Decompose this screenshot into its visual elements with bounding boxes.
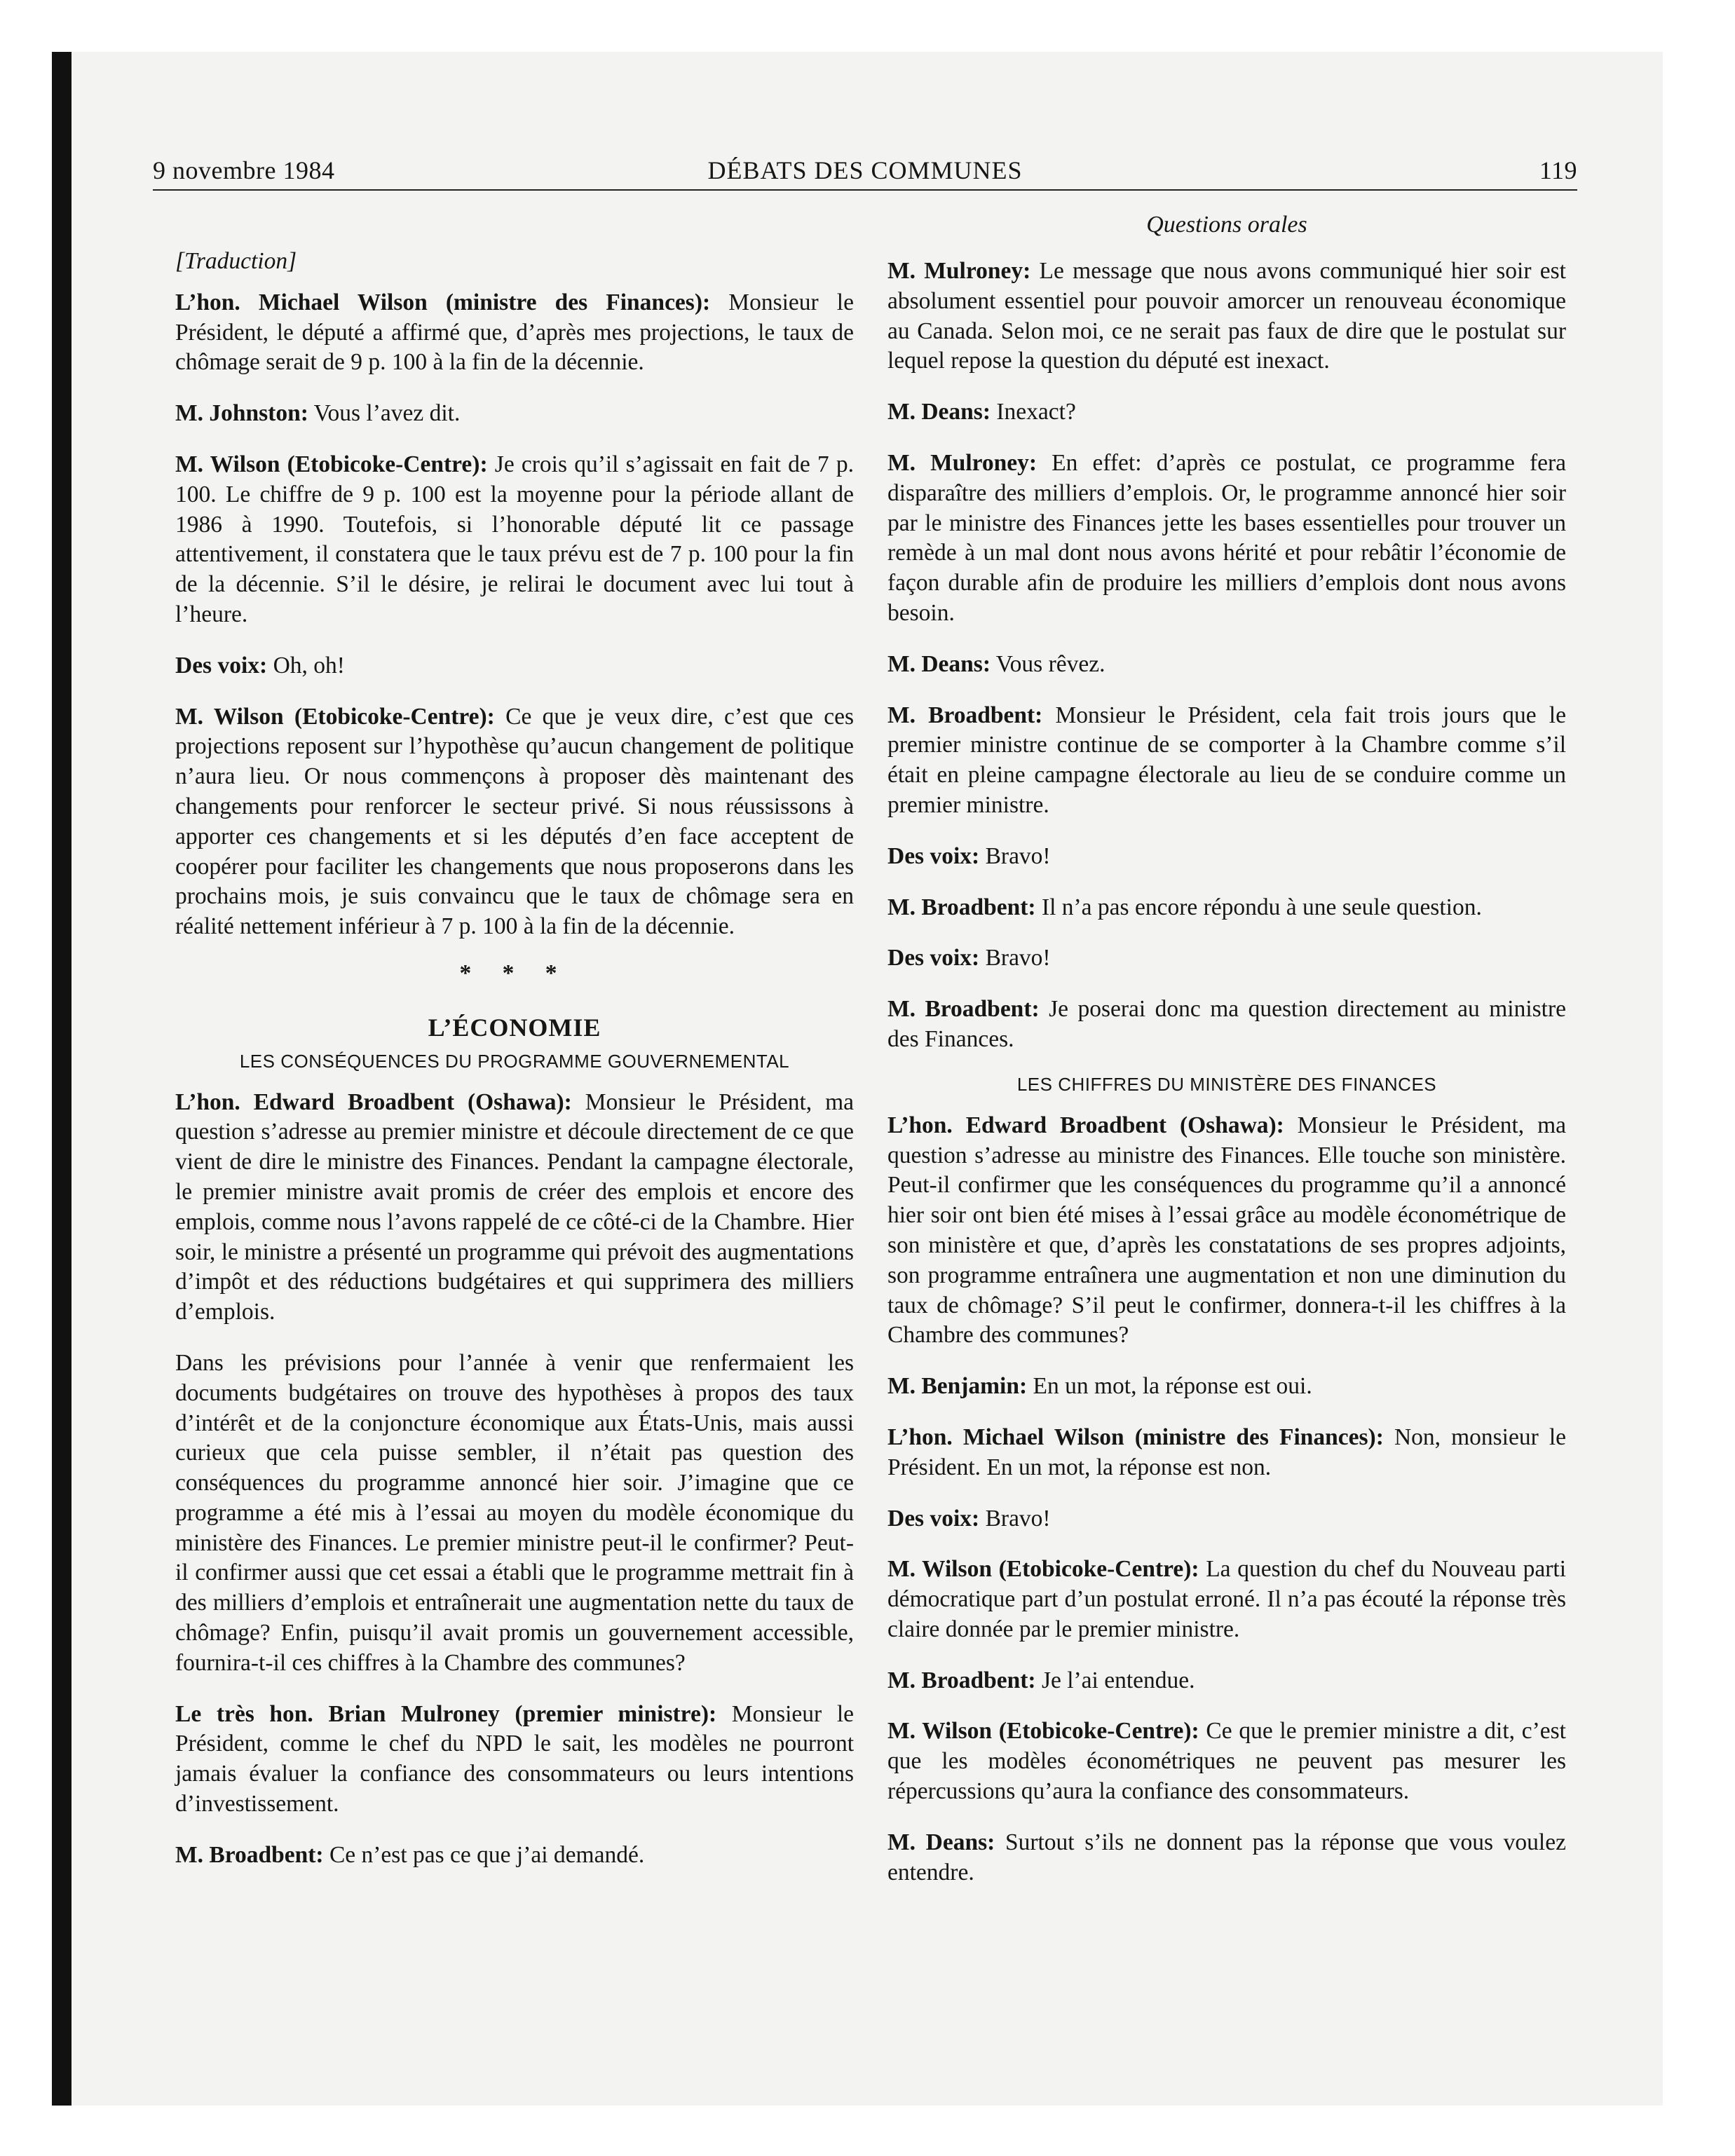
speech: Oh, oh!	[267, 652, 345, 678]
paragraph	[175, 1700, 854, 1820]
paragraph	[887, 1666, 1566, 1696]
speaker: M. Wilson (Etobicoke-Centre):	[887, 1556, 1199, 1583]
paragraph	[887, 842, 1566, 872]
speech: Bravo!	[979, 945, 1051, 971]
left-column	[175, 210, 854, 1888]
speech: Vous rêvez.	[991, 650, 1105, 677]
paragraph	[887, 893, 1566, 923]
speaker: M. Broadbent:	[887, 996, 1040, 1023]
section-separator: * * *	[459, 960, 570, 986]
speaker: M. Benjamin:	[887, 1373, 1028, 1400]
speech: Ce que le premier ministre a dit, c’est que les modèles économétriques ne peuvent pas mesurer les répercussions qu’aura la confiance des consommateurs.	[887, 1718, 1566, 1805]
speaker: M. Wilson (Etobicoke-Centre):	[175, 451, 488, 477]
paragraph	[175, 1841, 854, 1871]
paragraph	[175, 288, 854, 378]
paragraph	[887, 257, 1566, 376]
header-rule	[153, 189, 1577, 191]
speaker: L’hon. Edward Broadbent (Oshawa):	[175, 1089, 572, 1115]
paragraph	[175, 651, 854, 681]
speaker: M. Deans:	[887, 399, 991, 425]
header-title: DÉBATS DES COMMUNES	[707, 156, 1023, 184]
speaker: M. Mulroney:	[887, 258, 1031, 284]
scan-edge	[52, 52, 72, 2106]
speaker: M. Broadbent:	[887, 702, 1043, 728]
speech: Monsieur le Président, le député a affirmé que, d’après mes projections, le taux de chômage serait de 9 p. 100 à la fin de la décennie.	[175, 289, 854, 376]
speaker: M. Broadbent:	[887, 894, 1036, 920]
speech: Non, monsieur le Président. En un mot, la réponse est non.	[887, 1424, 1567, 1480]
header-date: 9 novembre 1984	[153, 156, 335, 184]
paragraph	[887, 397, 1566, 428]
paragraph	[887, 1717, 1566, 1806]
section-title: L’ÉCONOMIE	[428, 1013, 601, 1042]
speech: Bravo!	[979, 1505, 1051, 1531]
speech: En effet: d’après ce postulat, ce programme fera disparaître des milliers d’emplois. Or, le programme annoncé hier soir par le ministre des Finances jette les bases essentielles pour trouver un remède à un mal dont nous avons hérité et pour rebâtir l’économie de façon durable afin de produire les milliers d’emplois dont nous avons besoin.	[887, 449, 1566, 626]
speech: Monsieur le Président, ma question s’adresse au ministre des Finances. Elle touche son ministère. Peut-il confirmer que les conséquences du programme qu’il a annoncé hier soir ont bien été mises à l’essai grâce au modèle économétrique de son ministère et que, d’après les constatations de ses propres adjoints, son programme entraînera une augmentation et non une diminution du taux de chômage? S’il peut le confirmer, donnera-t-il les chiffres à la Chambre des communes?	[887, 1112, 1566, 1349]
speaker: M. Mulroney:	[887, 449, 1037, 476]
speech: Inexact?	[991, 399, 1076, 425]
right-column	[887, 210, 1566, 1904]
speech: Monsieur le Président, cela fait trois jours que le premier ministre continue de se comporter à la Chambre comme s’il était en pleine campagne électorale au lieu de se conduire comme un premier ministre.	[887, 702, 1566, 818]
speaker: L’hon. Edward Broadbent (Oshawa):	[887, 1112, 1284, 1138]
paragraph	[887, 1111, 1566, 1351]
speaker: M. Broadbent:	[175, 1841, 324, 1868]
paragraph	[887, 1555, 1566, 1644]
speaker: M. Deans:	[887, 650, 991, 677]
speaker: Le très hon. Brian Mulroney (premier ministre):	[175, 1700, 717, 1727]
header-page-number: 119	[1539, 156, 1577, 184]
section-subtitle: LES CONSÉQUENCES DU PROGRAMME GOUVERNEMENTAL	[239, 1050, 790, 1072]
speaker: M. Wilson (Etobicoke-Centre):	[887, 1718, 1199, 1745]
speech: Monsieur le Président, ma question s’adresse au premier ministre et découle directement de ce que vient de dire le ministre des Finances. Pendant la campagne électorale, le premier ministre avait promis de créer des emplois et encore des emplois, comme nous l’avons rappelé de ce côté-ci de la Chambre. Hier soir, le ministre a présenté un programme qui prévoit des augmentations d’impôt et des réductions budgétaires et qui supprimera des milliers d’emplois.	[175, 1089, 854, 1325]
speaker: L’hon. Michael Wilson (ministre des Finances):	[175, 289, 711, 315]
speaker: Des voix:	[887, 945, 980, 971]
speaker: M. Wilson (Etobicoke-Centre):	[175, 703, 495, 730]
paragraph	[887, 1372, 1566, 1402]
speech: En un mot, la réponse est oui.	[1027, 1373, 1312, 1400]
speech: Bravo!	[979, 842, 1051, 869]
running-title: Questions orales	[1146, 212, 1307, 238]
speaker: Des voix:	[175, 652, 268, 678]
page-header	[153, 156, 1577, 193]
speech: La question du chef du Nouveau parti démocratique part d’un postulat erroné. Il n’a pas écouté la réponse très claire donnée par le premier ministre.	[887, 1556, 1566, 1642]
speech: Surtout s’ils ne donnent pas la réponse que vous voulez entendre.	[887, 1829, 1566, 1885]
speaker: Des voix:	[887, 1505, 980, 1531]
speech: Le message que nous avons communiqué hier soir est absolument essentiel pour pouvoir amorcer un renouveau économique au Canada. Selon moi, ce ne serait pas faux de dire que le postulat sur lequel repose la question du député est inexact.	[887, 258, 1566, 374]
paragraph	[887, 1828, 1566, 1888]
speech: Vous l’avez dit.	[308, 400, 461, 427]
paragraph	[887, 701, 1566, 821]
speaker: M. Broadbent:	[887, 1667, 1036, 1693]
paragraph	[887, 943, 1566, 974]
speaker: M. Johnston:	[175, 400, 308, 427]
paragraph	[175, 1088, 854, 1328]
paragraph	[175, 702, 854, 942]
paragraph	[887, 995, 1566, 1055]
translation-note: [Traduction]	[175, 248, 297, 274]
speaker: M. Deans:	[887, 1829, 995, 1855]
speech: Je l’ai entendue.	[1035, 1667, 1195, 1693]
speech: Ce n’est pas ce que j’ai demandé.	[323, 1841, 645, 1868]
speaker: Des voix:	[887, 842, 980, 869]
speech: Je poserai donc ma question directement au ministre des Finances.	[887, 996, 1566, 1052]
paragraph	[887, 1504, 1566, 1534]
paragraph	[887, 1423, 1566, 1483]
paragraph	[175, 1349, 854, 1679]
speech: Ce que je veux dire, c’est que ces projections reposent sur l’hypothèse qu’aucun changement de politique n’aura lieu. Or nous commençons à proposer dès maintenant des changements pour renforcer le secteur privé. Si nous réussissons à apporter ces changements et si les députés d’en face acceptent de coopérer pour faciliter les changements que nous proposerons dans les prochains mois, je suis convaincu que le taux de chômage sera en réalité nettement inférieur à 7 p. 100 à la fin de la décennie.	[175, 703, 854, 940]
paragraph	[175, 399, 854, 429]
section-subtitle: LES CHIFFRES DU MINISTÈRE DES FINANCES	[1016, 1073, 1437, 1095]
paragraph	[887, 650, 1566, 680]
speech: Monsieur le Président, comme le chef du NPD le sait, les modèles ne pourront jamais évaluer la confiance des consommateurs ou leurs intentions d’investissement.	[175, 1700, 854, 1817]
speech: Dans les prévisions pour l’année à venir que renfermaient les documents budgétaires on trouve des hypothèses à propos des taux d’intérêt et de la conjoncture économique aux États-Unis, mais aussi curieux que cela puisse sembler, il n’était pas question des conséquences du programme annoncé hier soir. J’imagine que ce programme a été mis à l’essai au moyen du modèle économique du ministère des Finances. Le premier ministre peut-il le confirmer? Peut-il confirmer aussi que cet essai a établi que le programme mettrait fin à des milliers d’emplois et entraînerait une augmentation nette du taux de chômage? Enfin, puisqu’il avait promis un gouvernement accessible, fournira-t-il ces chiffres à la Chambre des communes?	[175, 1349, 854, 1676]
paragraph	[175, 450, 854, 630]
paragraph	[887, 449, 1566, 629]
speech: Il n’a pas encore répondu à une seule question.	[1035, 894, 1482, 920]
speech: Je crois qu’il s’agissait en fait de 7 p. 100. Le chiffre de 9 p. 100 est la moyenne pour la période allant de 1986 à 1990. Toutefois, si l’honorable député lit ce passage attentivement, il constatera que le taux prévu est de 7 p. 100 pour la fin de la décennie. S’il le désire, je relirai le document avec lui tout à l’heure.	[175, 451, 854, 627]
speaker: L’hon. Michael Wilson (ministre des Finances):	[887, 1424, 1384, 1450]
